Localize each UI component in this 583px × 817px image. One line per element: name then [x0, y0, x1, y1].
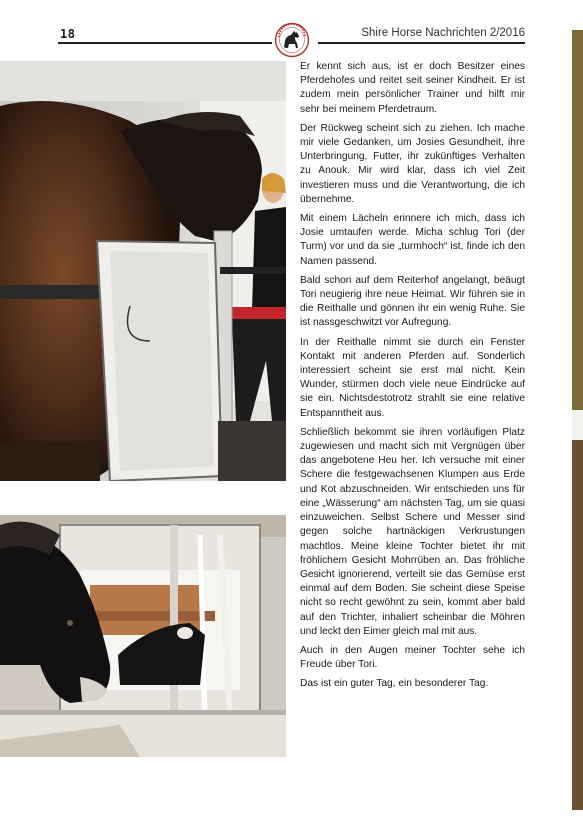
header-rule-right — [318, 42, 525, 44]
paragraph: Bald schon auf dem Reiterhof angelangt, beäugt Tori neugierig ihre neue Heimat. Wir führen sie in die Reithalle und gönnen ihr ein wenig Ruhe. Sie ist nassgeschwitzt vor Aufregung. — [300, 274, 525, 329]
article-column — [300, 60, 525, 697]
paragraph: Der Rückweg scheint sich zu ziehen. Ich mache mir viele Gedanken, um Josies Gesundheit, ihre Unterbringung, Futter, ihr zukünftiges Verhalten zu Anouk. Mir wird klar, dass ich viel Zeit investieren muss und die Verantwortung, die ich übernehme. — [300, 122, 525, 205]
shire-horse-logo — [274, 22, 310, 58]
publication-title: Shire Horse Nachrichten 2/2016 — [361, 27, 525, 39]
header-rule-left — [58, 42, 272, 44]
paragraph: Das ist ein guter Tag, ein besonderer Tag. — [300, 678, 489, 690]
paragraph: In der Reithalle nimmt sie durch ein Fenster Kontakt mit anderen Pferden auf. Sonderlich interessiert scheint sie erst mal nicht. Kein Wunder, stürmen doch viele neue Eindrücke auf sie ein. Nichtsdestotrotz strahlt sie eine relative Entspanntheit aus. — [300, 336, 525, 419]
paragraph: Mit einem Lächeln erinnere ich mich, dass ich Josie umtaufen werde. Micha schlug Tori (der Turm) vor und da sie „turmhoch“ ist, finde ich den Namen passend. — [300, 213, 525, 267]
paragraph: Er kennt sich aus, ist er doch Besitzer eines Pferdehofes und reitet seit seiner Kindheit. Er ist zudem mein persönlicher Trainer und hilft mir sehr bei meinem Pferdetraum. — [300, 61, 525, 115]
page-number: 18 — [60, 27, 76, 41]
paragraph: Auch in den Augen meiner Tochter sehe ich Freude über Tori. — [300, 644, 525, 671]
photo-horses-at-stable-window — [0, 515, 286, 757]
adjacent-page-edge — [569, 0, 583, 817]
photo-horse-in-trailer — [0, 61, 286, 481]
paragraph: Schließlich bekommt sie ihren vorläufigen Platz zugewiesen und macht sich mit Vergnügen über das angebotene Heu her. Ich versuche mit einer Schere die festgewachsenen Klumpen aus Erde und Kot abzuschneiden. Wir entschieden uns für eine „Wässerung“ am nächsten Tag, um sie quasi einzuweichen. Selbst Schere und Messer sind gegen solche hartnäckigen Verkrustungen machtlos. Meine kleine Tochter bietet ihr mit fröhlichem Gesicht Mohrrüben an. Das fröhliche Gesicht ignorierend, verteilt sie das Gemüse erst einmal auf dem Boden. Sie scheint diese Speise nicht so recht gewöhnt zu sein, kommt aber bald auf den Trichter, inhaliert scheinbar die Möhren und leckt den Eimer gleich mal mit aus. — [300, 426, 525, 637]
